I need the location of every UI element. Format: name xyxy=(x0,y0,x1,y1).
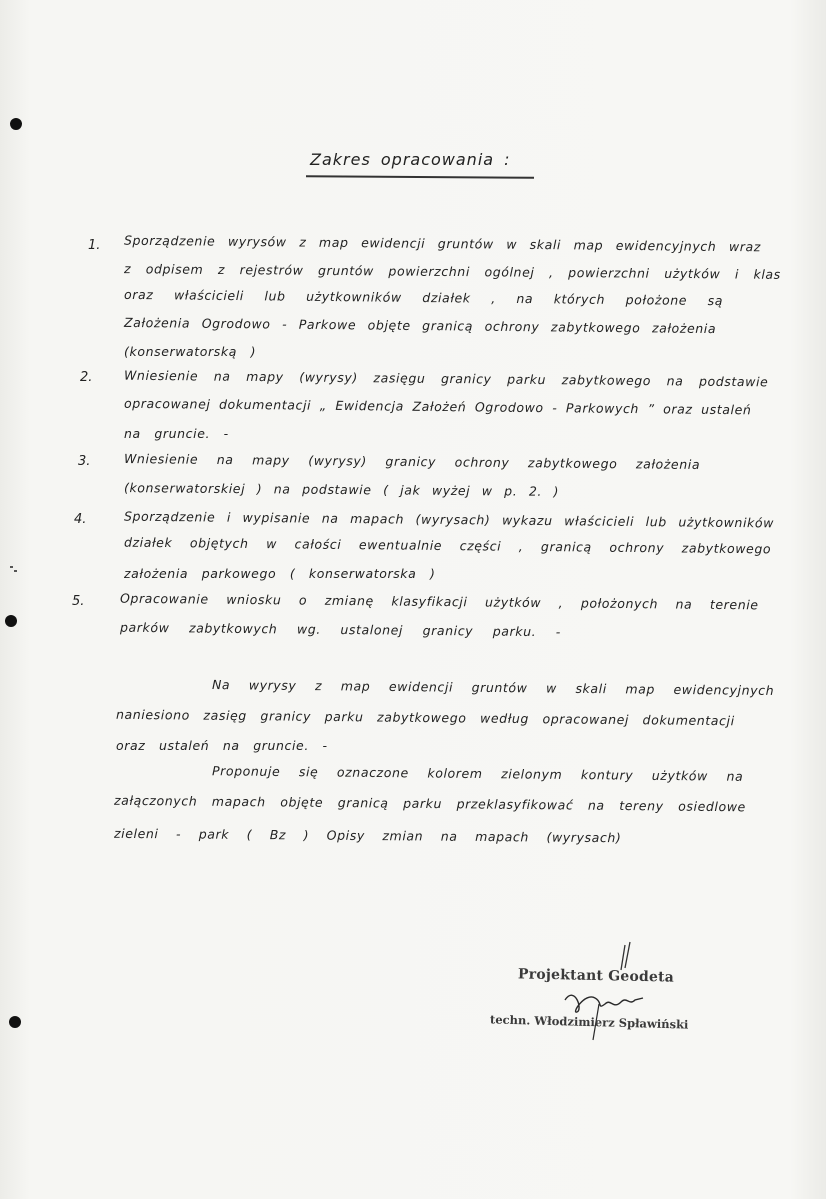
paragraph-line: zieleni - park ( Bz ) Opisy zmian na mapach (wyrysach) xyxy=(113,825,622,846)
page-title: Zakres opracowania : xyxy=(310,150,511,169)
item-number: 5. xyxy=(72,594,85,609)
item-line: (konserwatorskiej ) na podstawie ( jak wyżej w p. 2. ) xyxy=(123,480,560,499)
item-line: Sporządzenie wyrysów z map ewidencji gruntów w skali map ewidencyjnych wraz xyxy=(123,232,761,255)
paragraph-line: Proponuje się oznaczone kolorem zielonym kontury użytków na xyxy=(211,763,744,784)
margin-mark xyxy=(14,570,17,572)
punch-hole-top xyxy=(10,118,22,130)
paragraph-line: Na wyrysy z map ewidencji gruntów w skali map ewidencyjnych xyxy=(211,677,775,698)
punch-hole-middle xyxy=(5,615,17,627)
margin-mark xyxy=(10,566,13,568)
punch-hole-bottom xyxy=(9,1016,21,1028)
item-line: (konserwatorską ) xyxy=(124,344,257,359)
item-line: założenia parkowego ( konserwatorska ) xyxy=(124,566,436,581)
stamp-name: techn. Włodzimierz Spławiński xyxy=(489,1012,689,1032)
item-line: Wniesienie na mapy (wyrysy) zasięgu granicy parku zabytkowego na podstawie xyxy=(123,367,769,390)
item-line: z odpisem z rejestrów gruntów powierzchni ogólnej , powierzchni użytków i klas xyxy=(123,261,781,282)
item-line: działek objętych w całości ewentualnie części , granicą ochrony zabytkowego xyxy=(123,534,772,557)
paragraph-line: naniesiono zasięg granicy parku zabytkowego według opracowanej dokumentacji xyxy=(115,706,735,729)
item-number: 1. xyxy=(88,238,101,253)
item-number: 4. xyxy=(74,512,87,527)
item-line: Założenia Ogrodowo - Parkowe objęte granicą ochrony zabytkowego założenia xyxy=(123,314,717,337)
paragraph-line: załączonych mapach objęte granicą parku przeklasyfikować na tereny osiedlowe xyxy=(113,792,746,815)
stamp-title: Projektant Geodeta xyxy=(517,966,675,986)
title-underline xyxy=(306,175,534,179)
item-number: 3. xyxy=(78,454,91,469)
item-line: Wniesienie na mapy (wyrysy) granicy ochrony zabytkowego założenia xyxy=(123,450,701,473)
item-line: parków zabytkowych wg. ustalonej granicy parku. - xyxy=(119,619,562,640)
item-line: opracowanej dokumentacji „ Ewidencja Założeń Ogrodowo - Parkowych ” oraz ustaleń xyxy=(123,395,752,418)
item-line: oraz właścicieli lub użytkowników działek , na których położone są xyxy=(123,286,724,309)
paragraph-line: oraz ustaleń na gruncie. - xyxy=(116,738,328,753)
item-line: na gruncie. - xyxy=(124,426,229,441)
item-line: Sporządzenie i wypisanie na mapach (wyrysach) wykazu właścicieli lub użytkowników xyxy=(123,508,775,531)
item-number: 2. xyxy=(80,370,93,385)
signature-scribble xyxy=(555,940,665,1050)
item-line: Opracowanie wniosku o zmianę klasyfikacji użytków , położonych na terenie xyxy=(119,590,759,613)
